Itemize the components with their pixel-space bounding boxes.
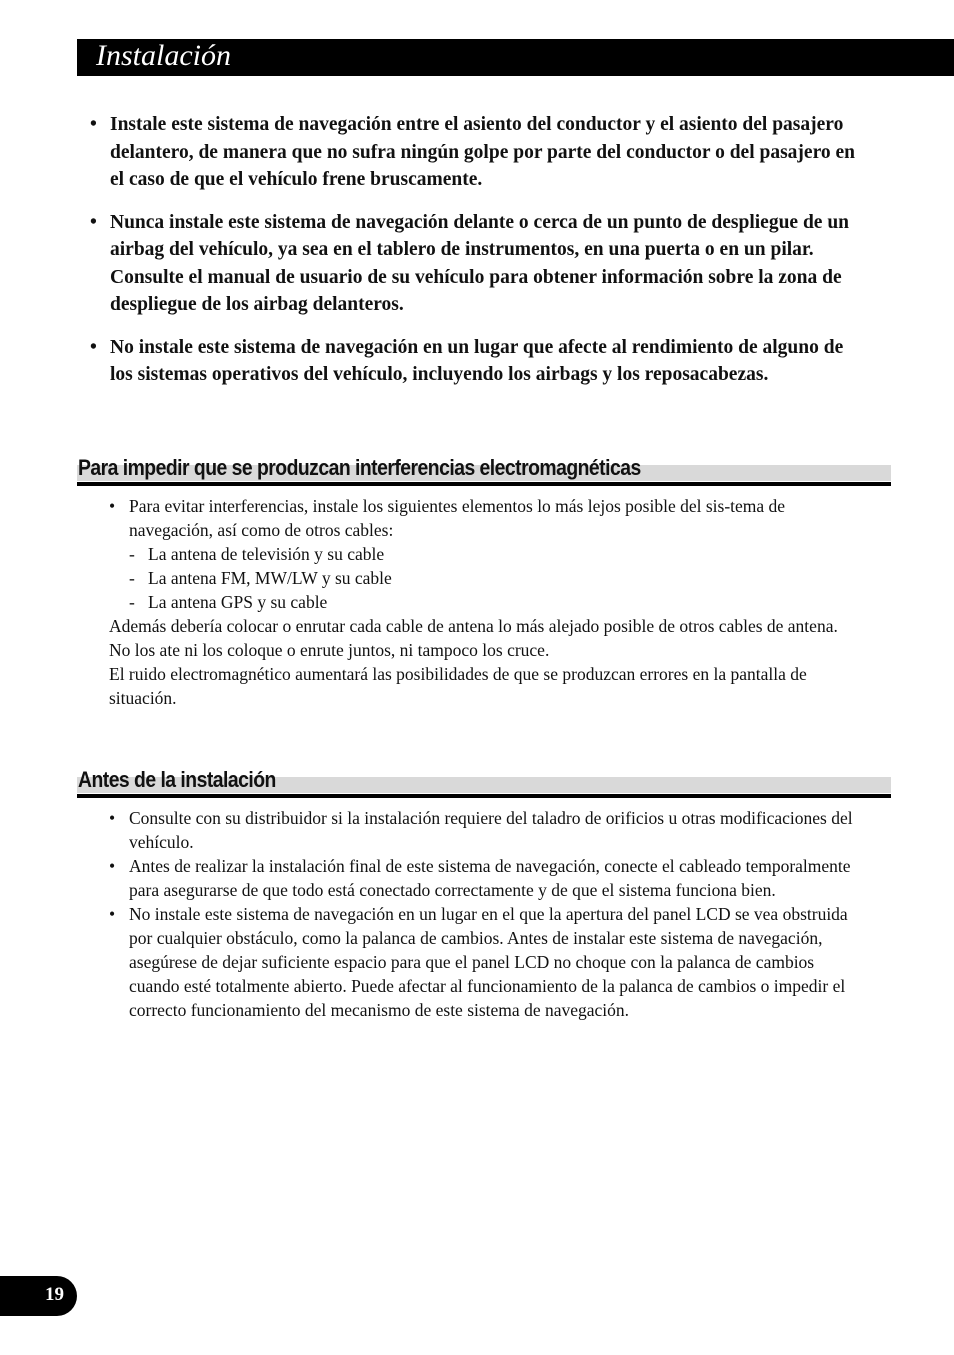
bullet-icon: • bbox=[109, 856, 116, 876]
paragraph: No los ate ni los coloque o enrute juntos, ni tampoco los cruce. bbox=[109, 640, 550, 660]
section-before-install-body bbox=[109, 806, 864, 1022]
list-item bbox=[109, 854, 864, 902]
bullet-icon: • bbox=[90, 336, 97, 358]
section-heading-text: Antes de la instalación bbox=[78, 767, 276, 792]
warning-list bbox=[90, 111, 865, 404]
heading-rule bbox=[77, 794, 891, 798]
list-item bbox=[109, 806, 864, 854]
warning-text: No instale este sistema de navegación en un lugar que afecte al rendimiento de alguno de los sistemas operativos del vehículo, incluyendo los airbags y los reposacabezas. bbox=[110, 336, 844, 385]
section-heading-text: Para impedir que se produzcan interferencias electromagnéticas bbox=[78, 455, 641, 480]
section-heading-before-install bbox=[77, 767, 891, 798]
page-number: 19 bbox=[45, 1284, 64, 1305]
paragraph: El ruido electromagnético aumentará las posibilidades de que se produzcan errores en la pantalla de situación. bbox=[109, 664, 807, 708]
section-heading-interference bbox=[77, 455, 891, 486]
list-item bbox=[109, 902, 864, 1022]
warning-text: Instale este sistema de navegación entre el asiento del conductor y el asiento del pasajero delantero, de manera que no sufra ningún golpe por parte del conductor o del pasajero en el caso de que el vehículo frene bruscamente. bbox=[110, 114, 856, 190]
warning-item bbox=[90, 209, 865, 319]
bullet-icon: • bbox=[90, 211, 97, 233]
warning-text: Nunca instale este sistema de navegación delante o cerca de un punto de despliegue de un airbag del vehículo, ya sea en el tablero de instrumentos, en una puerta o en un pilar. Consulte el manual de usuario de su vehículo para obtener información sobre la zona de despliegue de los airbag delanteros. bbox=[110, 211, 850, 315]
bullet-icon: • bbox=[90, 114, 97, 135]
warning-item bbox=[90, 111, 865, 194]
bullet-icon: • bbox=[109, 904, 116, 924]
list-item-text: Para evitar interferencias, instale los siguientes elementos lo más lejos posible del sis-tema de navegación, así como de otros cables: bbox=[129, 496, 786, 540]
dash-icon: - bbox=[129, 568, 135, 588]
list-item-text: No instale este sistema de navegación en un lugar en el que la apertura del panel LCD se vea obstruida por cualquier obstáculo, como la palanca de cambios. Antes de instalar este sistema de navegación, asegúrese de dejar suficiente espacio para que el panel LCD no choque con la palanca de cambios cuando esté totalmente abierto. Puede afectar al funcionamiento de la palanca de cambios o impedir el correcto funcionamiento del mecanismo de este sistema de navegación. bbox=[129, 904, 848, 1020]
bullet-icon: • bbox=[109, 808, 116, 828]
page-number-tab bbox=[0, 1276, 77, 1316]
page-header-bar bbox=[77, 39, 954, 76]
list-item-text: Antes de realizar la instalación final de este sistema de navegación, conecte el cableado temporalmente para asegurarse de que todo está conectado correctamente y de que el sistema funciona bien. bbox=[129, 856, 851, 900]
heading-rule bbox=[77, 482, 891, 486]
dash-item bbox=[109, 566, 864, 590]
dash-item-text: La antena FM, MW/LW y su cable bbox=[148, 568, 392, 588]
bullet-icon: • bbox=[109, 496, 116, 516]
dash-icon: - bbox=[129, 544, 135, 564]
page-title: Instalación bbox=[96, 39, 231, 72]
dash-item-text: La antena GPS y su cable bbox=[148, 592, 328, 612]
warning-item bbox=[90, 334, 865, 389]
dash-item bbox=[109, 542, 864, 566]
dash-item bbox=[109, 590, 864, 614]
paragraph: Además debería colocar o enrutar cada cable de antena lo más alejado posible de otros cables de antena. bbox=[109, 616, 838, 636]
dash-icon: - bbox=[129, 592, 135, 612]
section-interference-body bbox=[109, 494, 864, 710]
list-item-text: Consulte con su distribuidor si la instalación requiere del taladro de orificios u otras modificaciones del vehículo. bbox=[129, 808, 853, 852]
dash-item-text: La antena de televisión y su cable bbox=[148, 544, 385, 564]
list-item bbox=[109, 494, 864, 542]
